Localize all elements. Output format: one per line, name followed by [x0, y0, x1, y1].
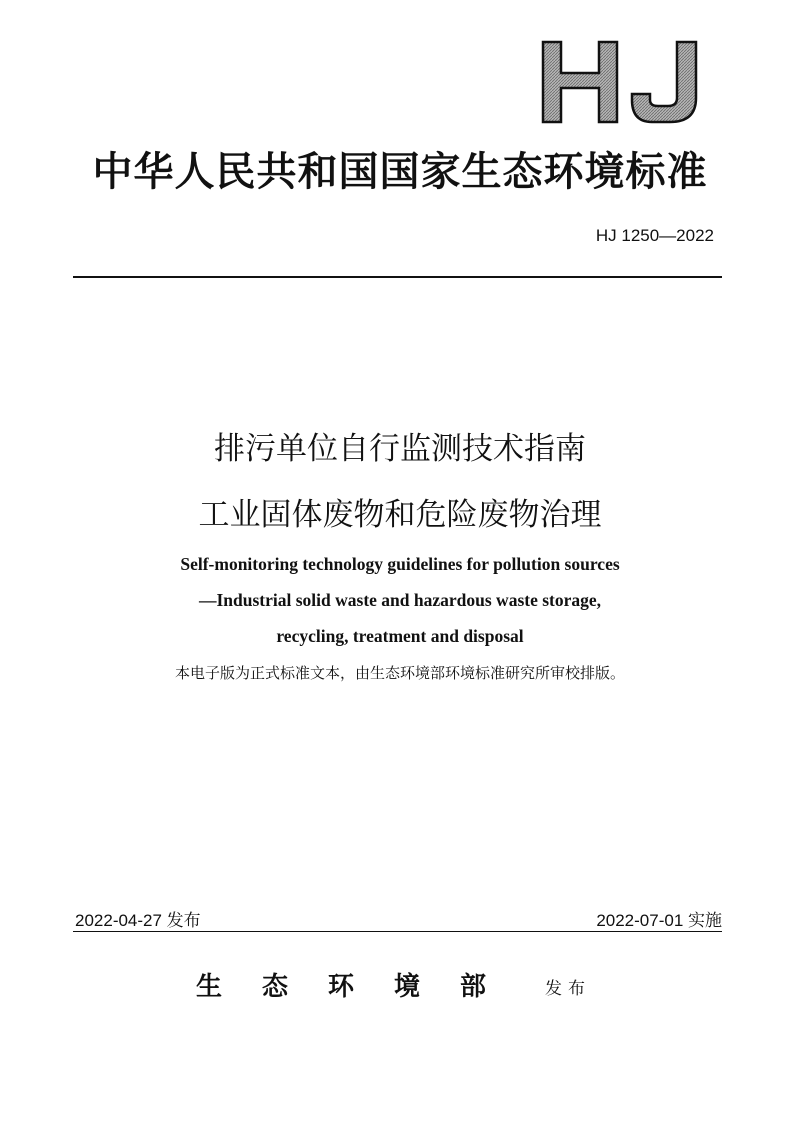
- title-en-line2: —Industrial solid waste and hazardous waste storage,: [198, 590, 602, 610]
- issuer-title: 中华人民共和国国家生态环境标准: [92, 148, 708, 195]
- effective-date: 2022-07-01 实施: [596, 911, 722, 930]
- issue-date: 2022-04-27 发布: [75, 911, 201, 930]
- standard-number: HJ 1250—2022: [595, 226, 714, 245]
- title-en-line1: Self-monitoring technology guidelines for pollution sources: [180, 554, 620, 574]
- top-divider: [73, 276, 722, 278]
- edition-note: 本电子版为正式标准文本，由生态环境部环境标准研究所审校排版。: [174, 664, 625, 682]
- hj-logo-icon: [540, 40, 700, 124]
- title-zh-line1: 排污单位自行监测技术指南: [214, 431, 586, 467]
- publisher-name: 生态环境部: [196, 972, 527, 1002]
- title-zh-line2: 工业固体废物和危险废物治理: [198, 497, 602, 533]
- bottom-divider: [73, 931, 722, 932]
- title-en-line3: recycling, treatment and disposal: [276, 626, 524, 646]
- publish-verb: 发布: [545, 979, 591, 999]
